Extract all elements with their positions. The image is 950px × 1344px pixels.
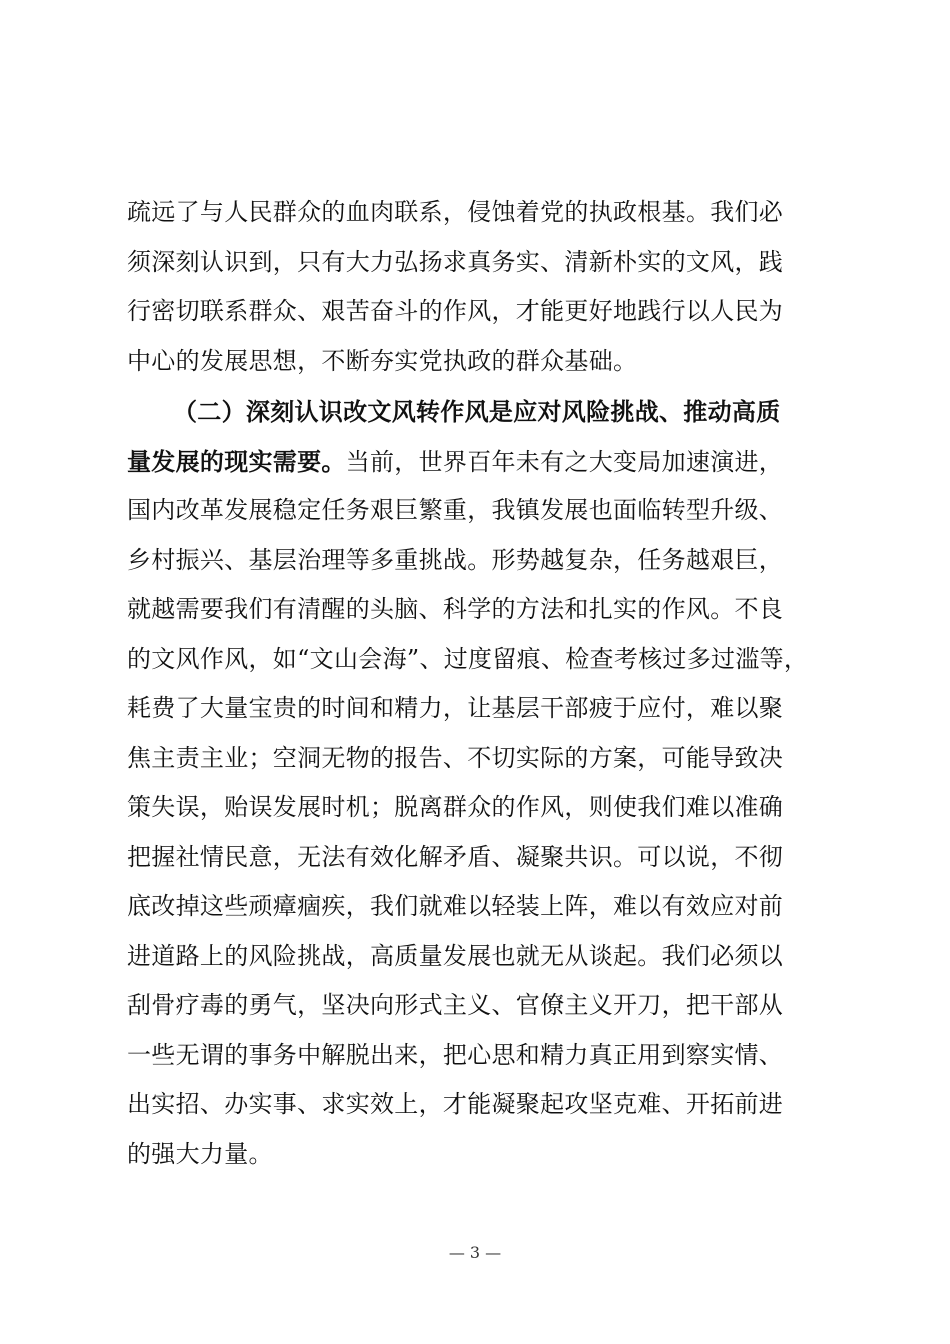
paragraph-text: 当前，世界百年未有之大变局加速演进， [345,447,784,476]
paragraph-line: 行密切联系群众、艰苦奋斗的作风，才能更好地践行以人民为 [127,297,784,325]
paragraph-2 [127,387,827,1179]
section-heading-continued: 量发展的现实需要。 [127,446,346,476]
paragraph-line: 中心的发展思想，不断夯实党执政的群众基础。 [127,346,638,375]
paragraph-line: 出实招、办实事、求实效上，才能凝聚起攻坚克难、开拓前进 [127,1090,784,1118]
paragraph-line: 须深刻认识到，只有大力弘扬求真务实、清新朴实的文风，践 [127,247,784,276]
paragraph-line: 策失误，贻误发展时机；脱离群众的作风，则使我们难以准确 [127,793,784,821]
section-heading: （二）深刻认识改文风转作风是应对风险挑战、推动高质 [173,397,781,426]
paragraph-line: 耗费了大量宝贵的时间和精力，让基层干部疲于应付，难以聚 [127,694,784,722]
paragraph-line: 的强大力量。 [127,1139,273,1168]
paragraph-line: 把握社情民意，无法有效化解矛盾、凝聚共识。可以说，不彻 [127,842,784,871]
paragraph-line: 疏远了与人民群众的血肉联系，侵蚀着党的执政根基。我们必 [127,198,784,226]
paragraph-line: 刮骨疗毒的勇气，坚决向形式主义、官僚主义开刀，把干部从 [127,991,784,1019]
paragraph-line: 进道路上的风险挑战，高质量发展也就无从谈起。我们必须以 [127,941,784,970]
paragraph-line: 焦主责主业；空洞无物的报告、不切实际的方案，可能导致决 [127,743,784,772]
paragraph-1 [127,188,827,386]
paragraph-line [127,437,827,487]
page-number: — 3 — [448,1243,502,1262]
paragraph-line: 就越需要我们有清醒的头脑、科学的方法和扎实的作风。不良 [127,595,784,623]
paragraph-line: 国内改革发展稳定任务艰巨繁重，我镇发展也面临转型升级、 [127,496,784,524]
paragraph-line: 底改掉这些顽瘴痼疾，我们就难以轻装上阵，难以有效应对前 [127,892,784,920]
paragraph-line: 一些无谓的事务中解脱出来，把心思和精力真正用到察实情、 [127,1040,784,1069]
paragraph-line: 乡村振兴、基层治理等多重挑战。形势越复杂，任务越艰巨， [127,545,784,574]
paragraph-line: 的文风作风，如“文山会海”、过度留痕、检查考核过多过滥等， [127,644,809,673]
